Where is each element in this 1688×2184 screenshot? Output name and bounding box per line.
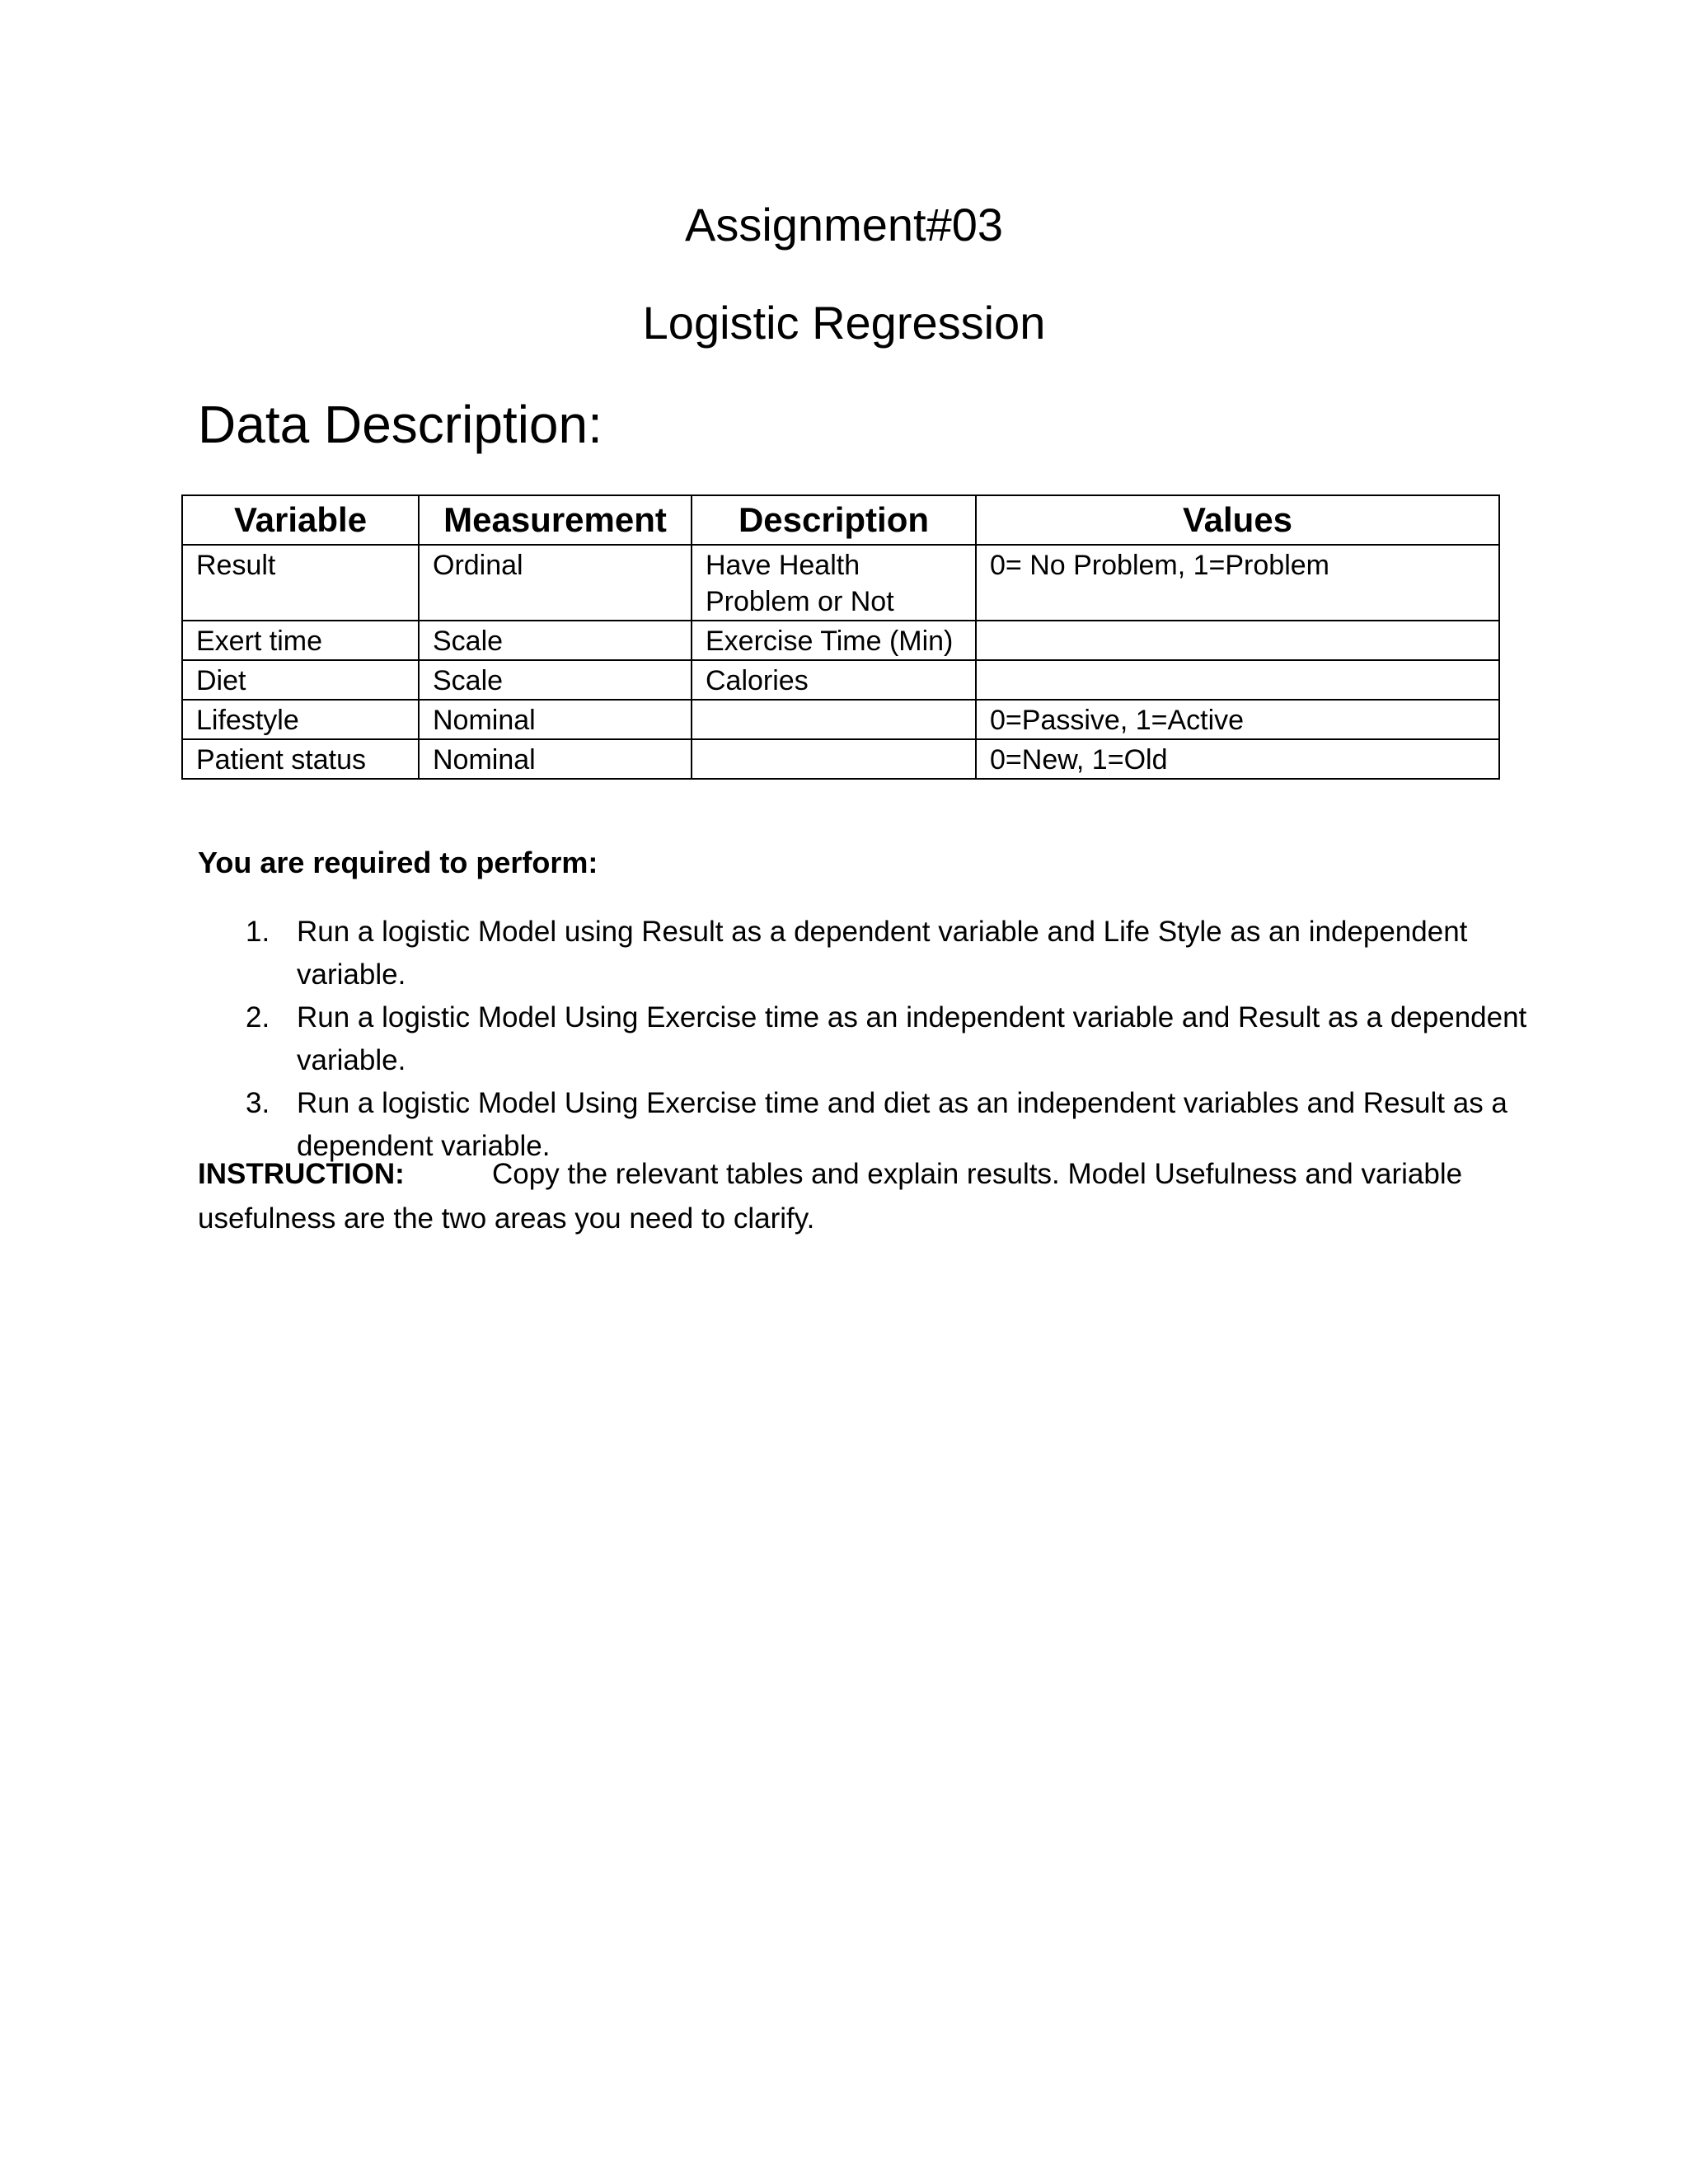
cell-values: 0=New, 1=Old (976, 739, 1499, 779)
task-number: 2. (246, 1001, 270, 1033)
assignment-title: Assignment#03 (684, 199, 1003, 251)
cell-values: 0=Passive, 1=Active (976, 700, 1499, 739)
task-text-line: dependent variable. (297, 1130, 551, 1162)
task-text: Run a logistic Model using Result as a dependent variable and Life Style as an independent variable. (297, 916, 1468, 991)
cell-values: 0= No Problem, 1=Problem (976, 545, 1499, 621)
instruction-text-line: Copy the relevant tables and explain results. Model Usefulness and variable (492, 1158, 1463, 1190)
instruction-text-line: usefulness are the two areas you need to clarify. (198, 1202, 815, 1235)
table-row (182, 700, 1499, 739)
cell-variable: Exert time (182, 621, 419, 660)
cell-variable: Lifestyle (182, 700, 419, 739)
cell-variable: Diet (182, 660, 419, 700)
cell-variable: Result (182, 545, 419, 621)
cell-description-line: Have Health (706, 550, 860, 581)
cell-measurement: Nominal (419, 700, 692, 739)
task-text-line: Run a logistic Model Using Exercise time and diet as an independent variables and Result as a (297, 1087, 1507, 1119)
table-row (182, 660, 1499, 700)
task-list (198, 911, 1541, 1168)
cell-description: Calories (692, 660, 976, 700)
column-header-variable: Variable (182, 495, 419, 545)
subject-title: Logistic Regression (642, 297, 1046, 349)
requirements-heading: You are required to perform: (198, 846, 598, 879)
cell-variable: Patient status (182, 739, 419, 779)
task-text-line: Run a logistic Model Using Exercise time as an independent variable and Result as a dependent (297, 1001, 1527, 1033)
list-item (198, 996, 1541, 1082)
cell-description (692, 700, 976, 739)
cell-values (976, 621, 1499, 660)
list-item (198, 911, 1541, 996)
cell-values (976, 660, 1499, 700)
instruction-paragraph (198, 1152, 1533, 1241)
cell-description-line: Problem or Not (706, 586, 894, 617)
table-header-row (182, 495, 1499, 545)
table-row (182, 739, 1499, 779)
column-header-description: Description (692, 495, 976, 545)
cell-description (692, 545, 976, 621)
cell-measurement: Scale (419, 660, 692, 700)
data-description-heading: Data Description: (198, 395, 603, 454)
table-row (182, 621, 1499, 660)
column-header-values: Values (976, 495, 1499, 545)
task-text-line: variable. (297, 1044, 406, 1076)
cell-description (692, 739, 976, 779)
cell-measurement: Scale (419, 621, 692, 660)
instruction-label: INSTRUCTION: (198, 1158, 405, 1190)
data-description-table (181, 494, 1500, 780)
task-number: 1. (246, 916, 270, 948)
cell-measurement: Nominal (419, 739, 692, 779)
column-header-measurement: Measurement (419, 495, 692, 545)
cell-description: Exercise Time (Min) (692, 621, 976, 660)
table-row (182, 545, 1499, 621)
task-number: 3. (246, 1087, 270, 1119)
cell-measurement: Ordinal (419, 545, 692, 621)
